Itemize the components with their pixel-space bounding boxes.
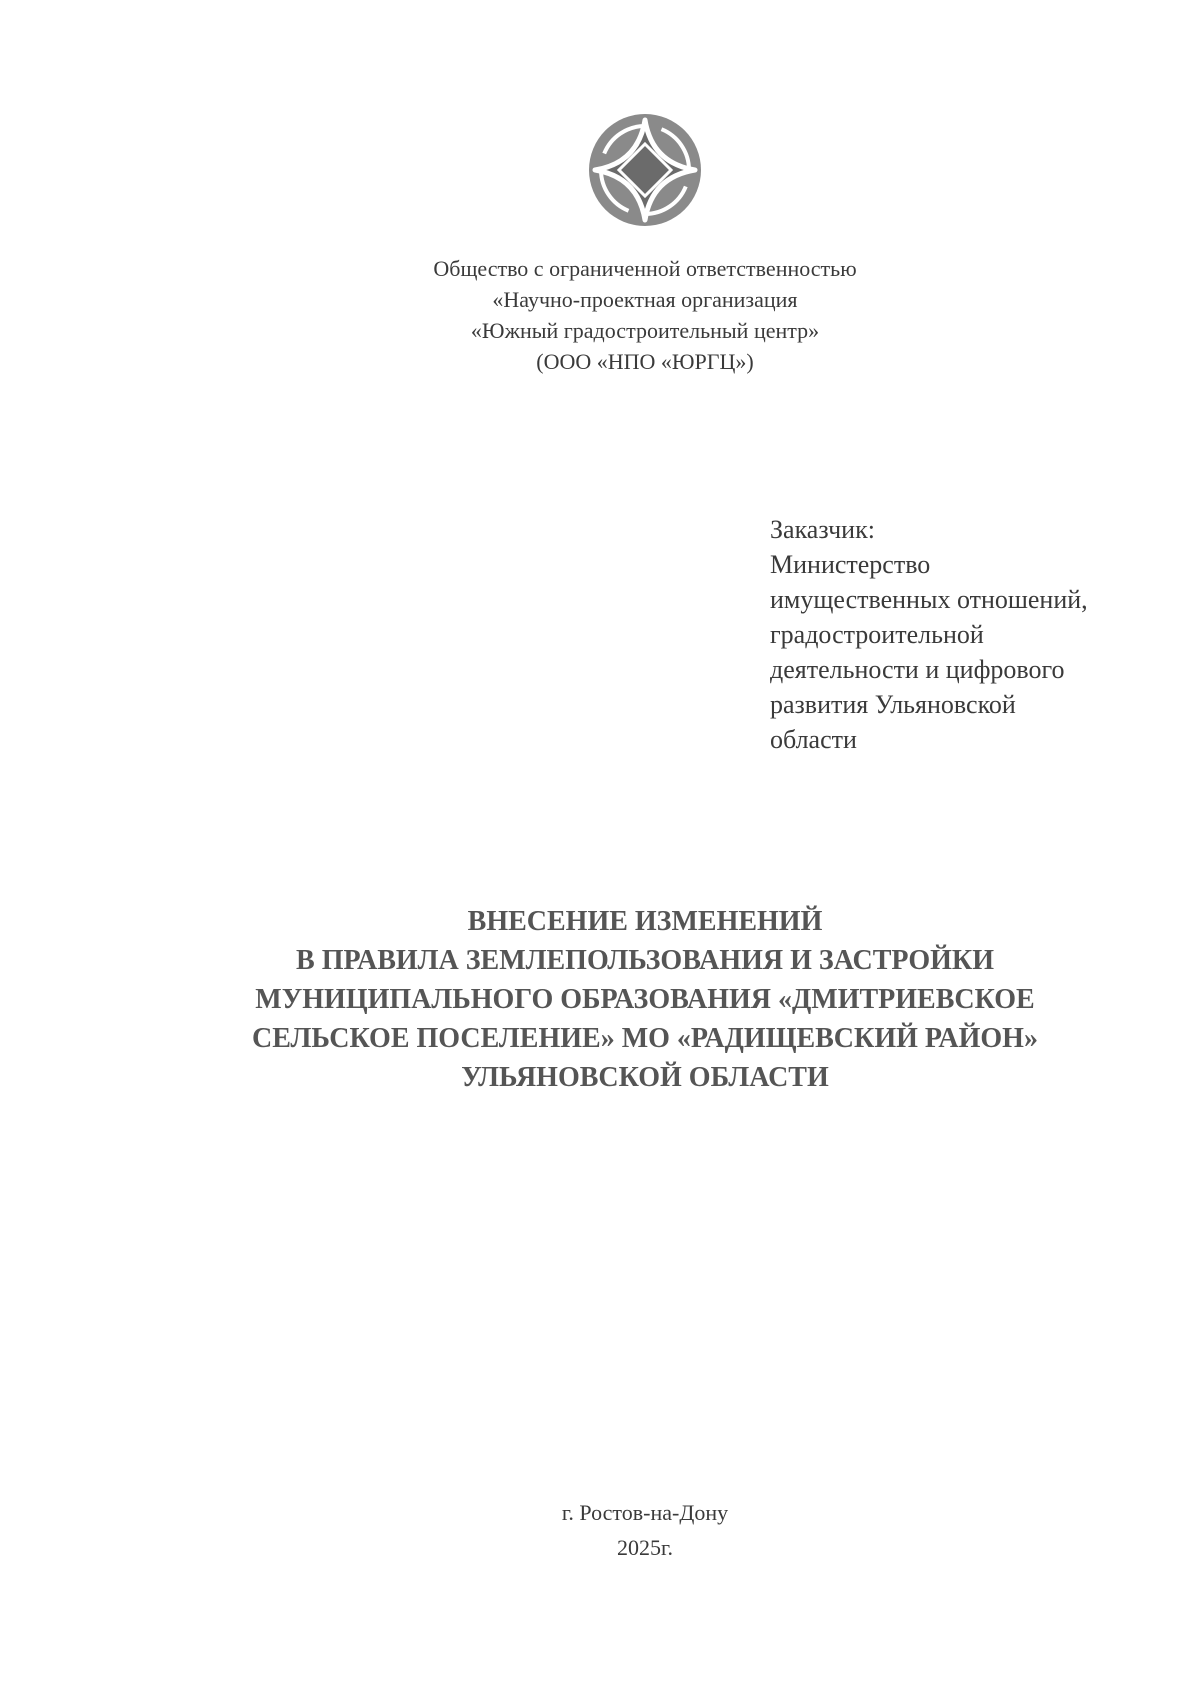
org-emblem-icon (585, 110, 705, 230)
customer-line: деятельности и цифрового (770, 655, 1065, 684)
organization-name (245, 253, 1045, 377)
title-line: В ПРАВИЛА ЗЕМЛЕПОЛЬЗОВАНИЯ И ЗАСТРОЙКИ (296, 945, 994, 976)
organization-line: (ООО «НПО «ЮРГЦ») (536, 349, 754, 374)
title-line: ВНЕСЕНИЕ ИЗМЕНЕНИЙ (467, 906, 823, 937)
footer-city: г. Ростов-на-Дону (561, 1500, 729, 1525)
title-line: УЛЬЯНОВСКОЙ ОБЛАСТИ (461, 1062, 829, 1093)
title-line: МУНИЦИПАЛЬНОГО ОБРАЗОВАНИЯ «ДМИТРИЕВСКОЕ (255, 984, 1035, 1015)
customer-line: развития Ульяновской (770, 690, 1016, 719)
customer-line: градостроительной (770, 620, 984, 649)
document-title (145, 902, 1145, 1097)
org-emblem-graphic (585, 110, 705, 230)
organization-line: «Южный градостроительный центр» (470, 318, 820, 343)
customer-line: Министерство (770, 550, 931, 579)
customer-block (770, 512, 1160, 757)
document-footer (445, 1495, 845, 1565)
customer-line: имущественных отношений, (770, 585, 1088, 614)
customer-line: области (770, 725, 857, 754)
title-line: СЕЛЬСКОЕ ПОСЕЛЕНИЕ» МО «РАДИЩЕВСКИЙ РАЙОН» (252, 1023, 1038, 1054)
organization-line: Общество с ограниченной ответственностью (433, 256, 857, 281)
organization-line: «Научно-проектная организация (492, 287, 798, 312)
customer-label: Заказчик: (770, 515, 875, 544)
footer-year: 2025г. (616, 1535, 674, 1560)
